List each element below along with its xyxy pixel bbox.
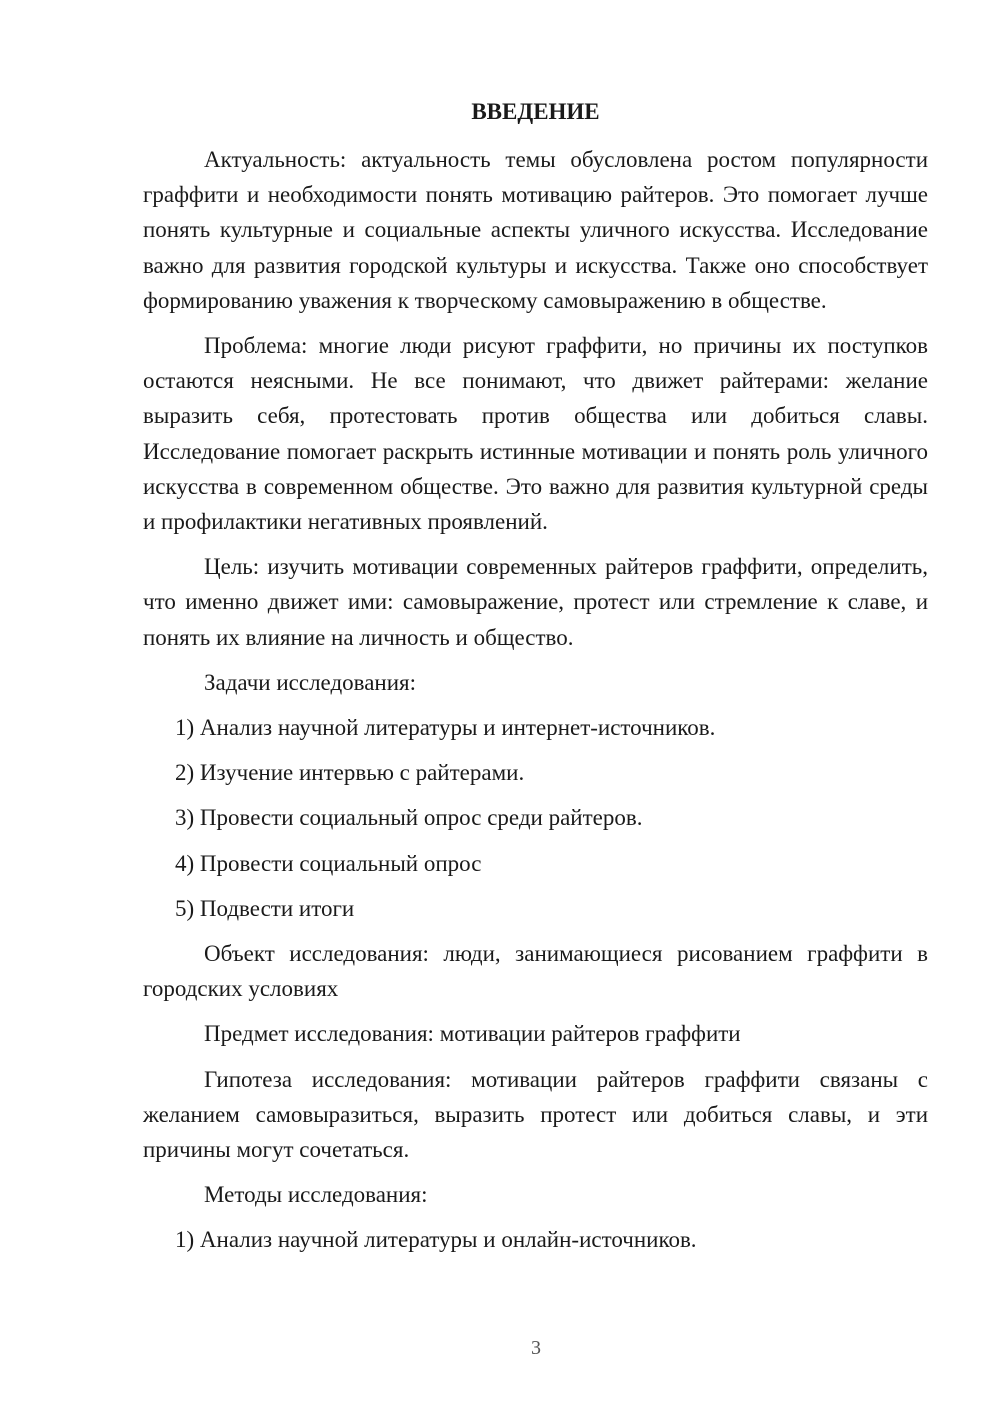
section-title: ВВЕДЕНИЕ: [471, 99, 600, 124]
page-content: [143, 96, 928, 1268]
methods-list: [143, 1222, 928, 1257]
tasks-heading: Задачи исследования:: [204, 669, 417, 695]
tasks-list: [143, 710, 928, 926]
list-item: 2) Изучение интервью с райтерами.: [175, 760, 525, 786]
list-item: 4) Провести социальный опрос: [175, 850, 482, 876]
list-item: 1) Анализ научной литературы и онлайн-источников.: [175, 1227, 697, 1253]
paragraph-subject: Предмет исследования: мотивации райтеров граффити: [204, 1021, 741, 1047]
paragraph-hypothesis: Гипотеза исследования: мотивации райтеров граффити связаны с желанием самовыразиться, выразить протест или добиться славы, и эти причины могут сочетаться.: [143, 1066, 928, 1163]
list-item: 5) Подвести итоги: [175, 895, 355, 921]
paragraph-problem: Проблема: многие люди рисуют граффити, но причины их поступков остаются неясными. Не все понимают, что движет райтерами: желание выразить себя, протестовать против общества или добиться славы. Исследование помогает раскрыть истинные мотивации и понять роль уличного искусства в современном обществе. Это важно для развития культурной среды и профилактики негативных проявлений.: [143, 333, 928, 535]
paragraph-relevance: Актуальность: актуальность темы обусловлена ростом популярности граффити и необходимости понять мотивацию райтеров. Это помогает лучше понять культурные и социальные аспекты уличного искусства. Исследование важно для развития городской культуры и искусства. Также оно способствует формированию уважения к творческому самовыражению в обществе.: [143, 147, 928, 313]
list-item: 3) Провести социальный опрос среди райтеров.: [175, 805, 643, 831]
paragraph-goal: Цель: изучить мотивации современных райтеров граффити, определить, что именно движет ими: самовыражение, протест или стремление к славе, и понять их влияние на личность и общество.: [143, 554, 928, 650]
list-item: 1) Анализ научной литературы и интернет-источников.: [175, 715, 716, 741]
page-number: 3: [531, 1337, 541, 1359]
paragraph-object: Объект исследования: люди, занимающиеся рисованием граффити в городских условиях: [143, 941, 928, 1002]
methods-heading: Методы исследования:: [204, 1182, 428, 1208]
